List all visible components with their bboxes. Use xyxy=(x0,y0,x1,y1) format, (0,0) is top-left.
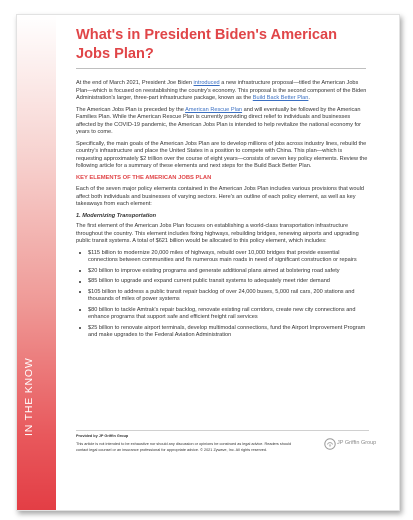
disclaimer: This article is not intended to be exhaustive nor should any discussion or opinions be construed as legal advice. Readers should contact legal counsel or an insurance professional for appropriate advice. © 2021 Zywave, Inc. All rights reserved. xyxy=(76,442,292,452)
article-body xyxy=(76,80,369,343)
provided-by: Provided by JP Griffin Group xyxy=(76,434,129,438)
section-paragraph-2: The first element of the American Jobs Plan focuses on establishing a world-class transportation infrastructure throughout the country. This element includes fixing highways, rebuilding bridges, renewing airports and upgrading public transit systems. A total of $621 billion would be allocated to this policy element, which includes: xyxy=(76,223,359,244)
bullet-list xyxy=(76,250,369,340)
page-title: What's in President Biden's American Jobs Plan? xyxy=(76,27,338,62)
american-rescue-plan-link[interactable]: American Rescue Plan xyxy=(185,106,243,113)
intro-paragraph-3: Specifically, the main goals of the American Jobs Plan are to develop millions of jobs across industry lines, rebuild the country's infrastructure and place the United States in a position to compete with China. This plan—which is requesting approximately $2 trillion over the course of eight years—consists of seven key policy elements. Review the following article for a summary of these elements and next steps for the Build Back Better Plan. xyxy=(76,140,368,169)
footer xyxy=(76,434,296,453)
list-item: $105 billion to address a public transit repair backlog of over 24,000 buses, 5,000 rail cars, 200 stations and thousands of miles of power systems xyxy=(76,289,369,304)
logo-text: JP Griffin Group xyxy=(337,440,377,446)
list-item: $25 billion to renovate airport terminals, develop multimodal connections, fund the Airport Improvement Program and make upgrades to the Federal Aviation Administration xyxy=(76,325,369,340)
title-divider xyxy=(76,68,366,69)
list-item: $85 billion to upgrade and expand current public transit systems to adequately meet rider demand xyxy=(76,278,369,286)
sidebar-label: IN THE KNOW xyxy=(23,357,35,436)
section-paragraph-1: Each of the seven major policy elements contained in the American Jobs Plan includes various provisions that would affect both individuals and businesses of varying sectors. Here's an outline of each policy element, as well as key takeaways from each element: xyxy=(76,186,364,207)
list-item: $80 billion to tackle Amtrak's repair backlog, renovate existing rail corridors, create new city connections and enhance programs that support safe and efficient freight rail services xyxy=(76,307,369,322)
intro-paragraph-2: The American Jobs Plan is preceded by the American Rescue Plan and will eventually be followed by the American Families Plan. While the American Rescue Plan is currently providing direct relief to individuals and businesses affected by the COVID-19 pandemic, the American Jobs Plan is intended to help revitalize the national economy for years to come. xyxy=(76,106,362,135)
jp-griffin-logo-icon xyxy=(324,438,336,450)
subsection-heading: 1. Modernizing Transportation xyxy=(76,212,157,219)
sidebar-gradient-band xyxy=(17,15,56,510)
build-back-better-link[interactable]: Build Back Better Plan xyxy=(252,95,309,101)
list-item: $20 billion to improve existing programs and generate additional plans aimed at bolstering road safety xyxy=(76,268,369,276)
company-logo xyxy=(324,438,376,450)
introduced-link[interactable]: introduced xyxy=(193,80,220,86)
section-heading: KEY ELEMENTS OF THE AMERICAN JOBS PLAN xyxy=(76,174,212,181)
list-item: $115 billion to modernize 20,000 miles of highways, rebuild over 10,000 bridges that provide essential connections between communities and fix numerous main roads in need of significant construction or repairs xyxy=(76,250,369,265)
footer-divider xyxy=(76,430,369,431)
intro-paragraph-1: At the end of March 2021, President Joe Biden introduced a new infrastructure proposal—titled the American Jobs Plan—which is focused on reestablishing the country's economy. This proposal is the second component of the Biden Administration's larger, three-part infrastructure package, known as the Build Back Better Plan. xyxy=(76,80,367,101)
